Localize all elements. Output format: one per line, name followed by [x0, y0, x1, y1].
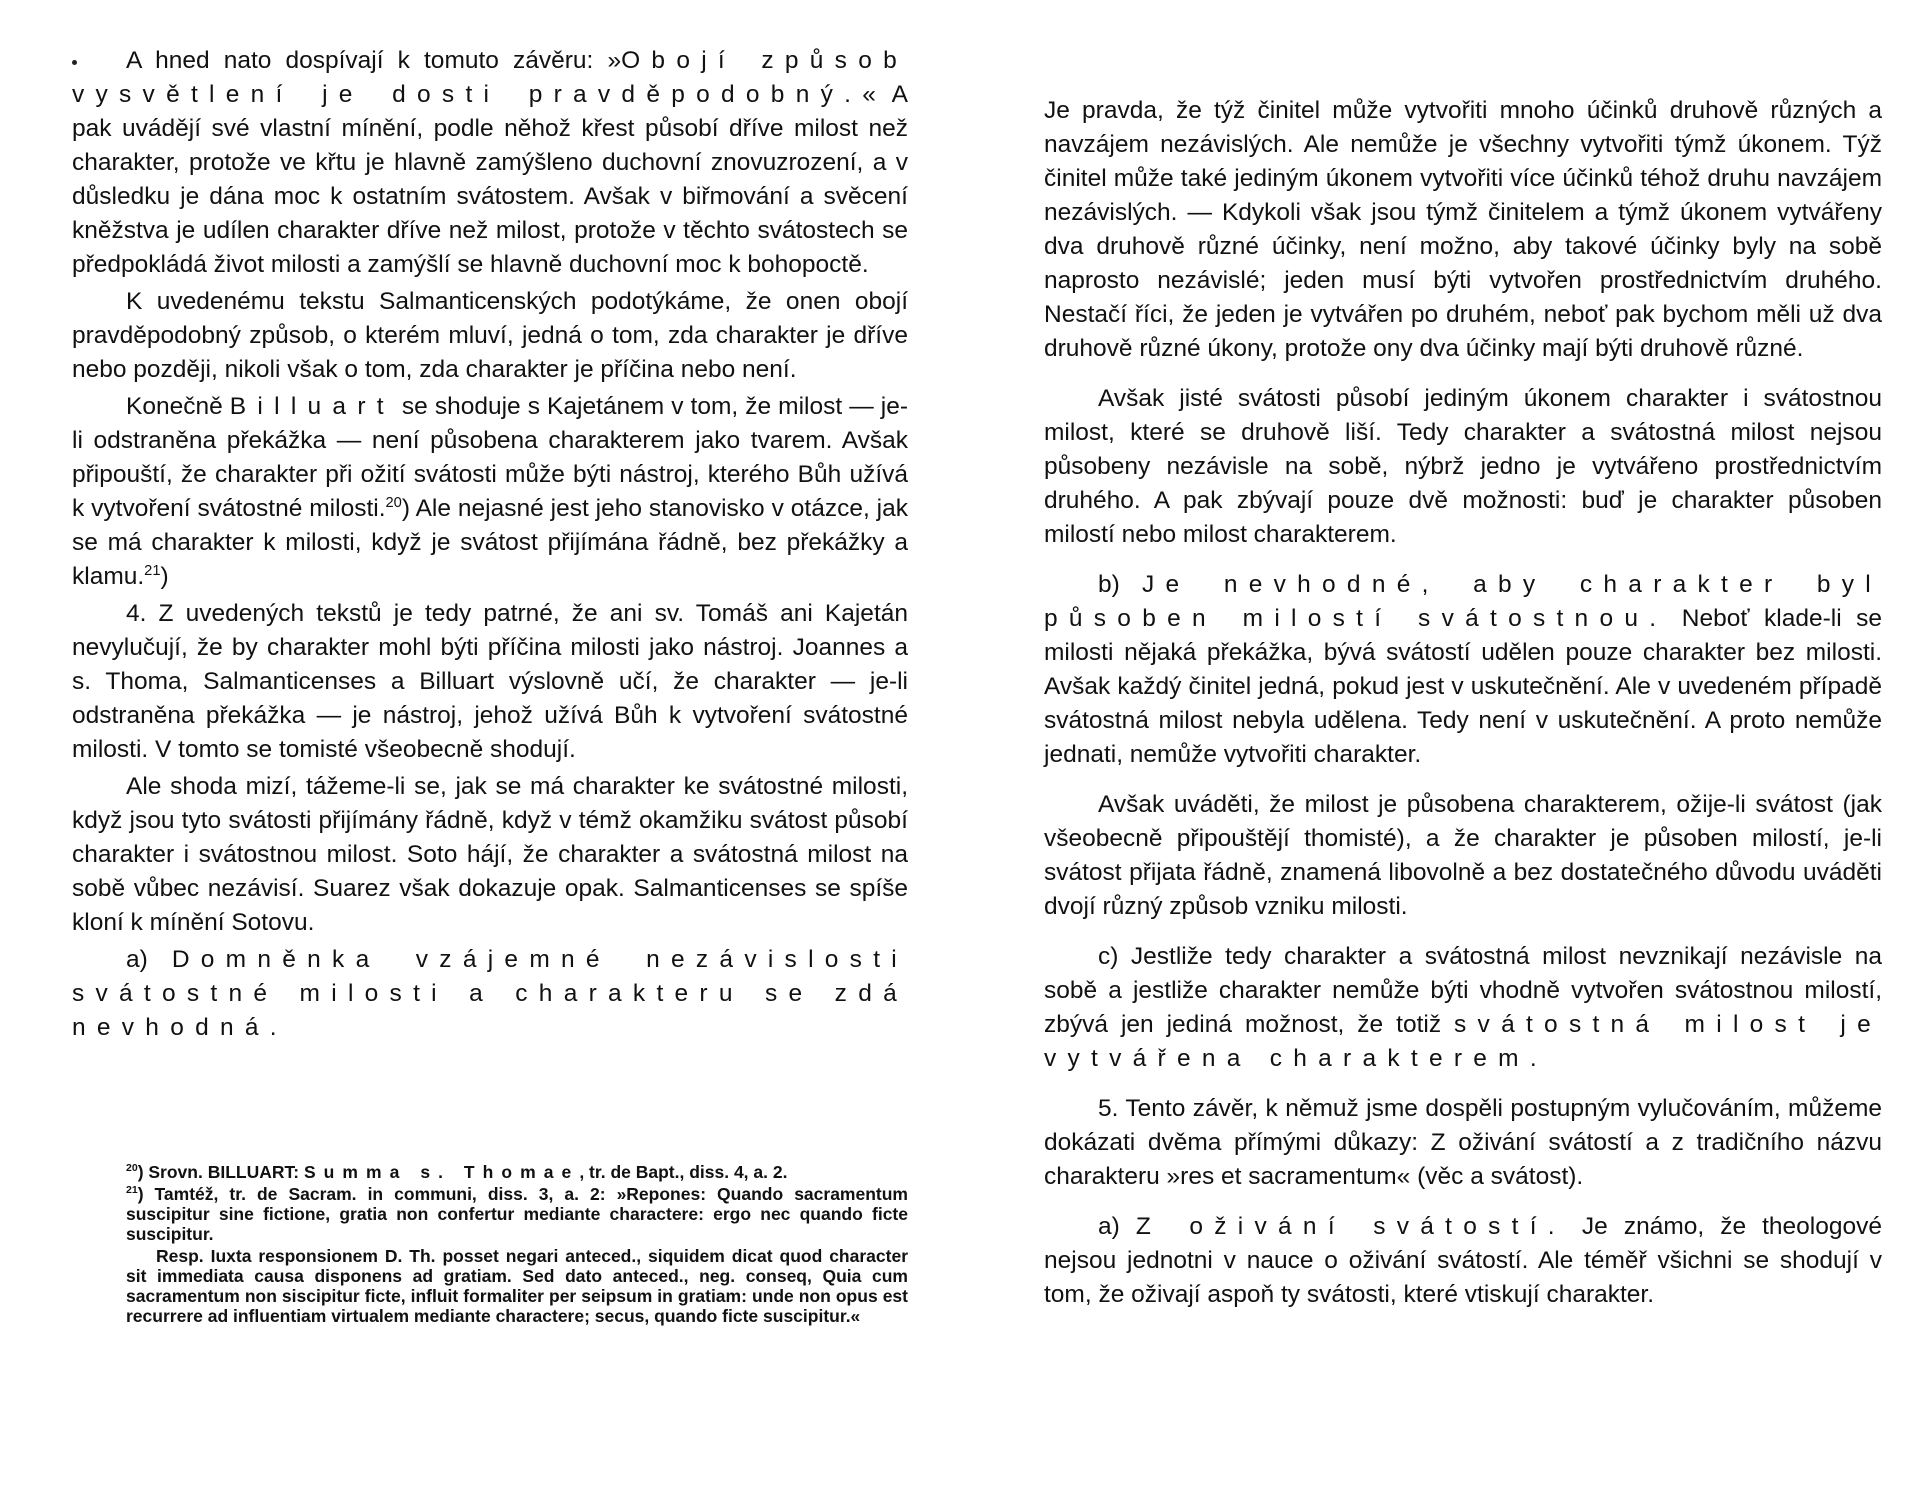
spaced-emphasis: Je nevhodné, aby charakter byl působen milostí svátostnou. — [1044, 571, 1883, 632]
paragraph — [72, 44, 908, 282]
text-run: se shoduje s Kajetánem v tom, že milost — je-li odstraněna překážka — není působena charakterem jako tvarem. Avšak připouští, že charakter při ožití svátosti může býti nástroj, kterého Bůh užívá k vytvoření svátostné milosti. — [72, 393, 908, 522]
text-run: Neboť klade-li se milosti nějaká překážka, bývá svátostí udělen pouze charakter bez milosti. Avšak každý činitel jedná, pokud jest v uskutečnění. Ale v uvedeném případě svátostná milost nebyla udělena. Tedy není v uskutečnění. A proto nemůže jednati, nemůže vytvořiti charakter. — [1044, 605, 1882, 768]
paragraph — [126, 1246, 908, 1326]
paragraph — [1044, 94, 1882, 366]
paragraph — [72, 285, 908, 387]
left-body-text — [72, 44, 908, 1048]
text-run: c) Jestliže tedy charakter a svátostná milost nevznikají nezávisle na sobě a jestliže charakter nemůže býti vhodně vytvořen svátostnou milostí, zbývá jen jediná možnost, že totiž — [1044, 943, 1882, 1038]
right-page — [966, 0, 1932, 1500]
text-run: ) — [160, 563, 169, 590]
text-run: Resp. Iuxta responsionem D. Th. posset negari anteced., siquidem dicat quod character sit immediata causa disponens ad gratiam. Sed dato anteced., neg. conseq, Quia cum sacramentum non siscipitur ficte, influit formaliter per seipsum in gratiam: unde non opus est recurrere ad influentiam virtualem mediante charactere; secus, quando ficte suscipitur.« — [126, 1246, 908, 1326]
paragraph — [126, 1184, 908, 1244]
text-run: K uvedenému tekstu Salmanticenských podotýkáme, že onen obojí pravděpodobný způsob, o kterém mluví, jedná o tom, zda charakter je dříve nebo později, nikoli však o tom, zda charakter je příčina nebo není. — [72, 288, 908, 383]
text-run: A hned nato dospívají k tomuto závěru: » — [126, 47, 622, 74]
text-run: a) — [1098, 1213, 1136, 1240]
paragraph — [1044, 1092, 1882, 1194]
spaced-emphasis: Domněnka vzájemné nezávislosti svátostné milosti a charakteru se zdá nevhodná. — [72, 946, 908, 1041]
text-run: Je pravda, že týž činitel může vytvořiti mnoho účinků druhově různých a navzájem nezávislých. Ale nemůže je všechny vytvořiti týmž úkonem. Týž činitel může také jediným úkonem vytvořiti více účinků téhož druhu navzájem nezávislých. — Kdykoli však jsou týmž činitelem a týmž úkonem vytvářeny dva druhově různé účinky, není možno, aby takové účinky byly na sobě naprosto nezávislé; jeden musí býti vytvořen prostřednictvím druhého. Nestačí říci, že jeden je vytvářen po druhém, neboť pak bychom měli už dva druhově různé úkony, protože ony dva účinky mají býti druhově různé. — [1044, 97, 1882, 362]
spaced-emphasis: svátostná milost je vytvářena charakterem. — [1044, 1011, 1882, 1072]
spaced-emphasis: Summa s. Thomae — [303, 1162, 580, 1182]
text-run: Avšak uváděti, že milost je působena charakterem, ožije-li svátost (jak všeobecně připouštějí thomisté), a že charakter je působen milostí, je-li svátost přijata řádně, znamená libovolně a bez dostatečného důvodu uváděti dvojí různý způsob vzniku milosti. — [1044, 791, 1882, 920]
text-run: Konečně — [126, 393, 230, 420]
paragraph — [126, 1162, 908, 1182]
paragraph — [1044, 1210, 1882, 1312]
paragraph — [72, 943, 908, 1045]
right-body-text — [1044, 94, 1882, 1315]
text-run: a) — [126, 946, 172, 973]
text-run: Ale shoda mizí, tážeme-li se, jak se má charakter ke svátostné milosti, když jsou tyto svátosti přijímány řádně, když v témž okamžiku svátost působí charakter i svátostnou milost. Soto hájí, že charakter a svátostná milost na sobě vůbec nezávisí. Suarez však dokazuje opak. Salmanticenses se spíše kloní k mínění Sotovu. — [72, 773, 908, 936]
spaced-emphasis: Obojí způsob vysvětlení je dosti pravděpodobný. — [72, 47, 908, 108]
paragraph — [1044, 788, 1882, 924]
text-run: « A pak uvádějí své vlastní mínění, podle něhož křest působí dříve milost než charakter, protože ve křtu je hlavně zamýšleno duchovní znovuzrození, a v důsledku je dána moc k ostatním svátostem. Avšak v biřmování a svěcení kněžstva je udílen charakter dříve než milost, protože v těchto svátostech se předpokládá život milosti a zamýšlí se hlavně duchovní moc k bohopoctě. — [72, 81, 908, 278]
footnote-ref: 20 — [385, 494, 402, 511]
text-run: ) Tamtéž, tr. de Sacram. in communi, diss. 3, a. 2: »Repones: Quando sacramentum suscipitur sine fictione, gratia non confertur mediante charactere: ergo nec quando ficte suscipitur. — [126, 1184, 908, 1244]
text-run: Je známo, že theologové nejsou jednotni v nauce o oživání svátostí. Ale téměř všichni se shodují v tom, že oživají aspoň ty svátosti, které vtiskují charakter. — [1044, 1213, 1882, 1308]
footnote-ref: 20 — [126, 1162, 138, 1175]
text-run: ) Ale nejasné jest jeho stanovisko v otázce, jak se má charakter k milosti, když je svátost přijímána řádně, bez překážky a klamu. — [72, 495, 908, 590]
text-run: Avšak jisté svátosti působí jediným úkonem charakter i svátostnou milost, které se druhově liší. Tedy charakter a svátostná milost nejsou působeny nezávisle na sobě, nýbrž jedno je vytvářeno prostřednictvím druhého. A pak zbývají pouze dvě možnosti: buď je charakter působen milostí nebo milost charakterem. — [1044, 385, 1882, 548]
spaced-emphasis: Billuart — [229, 393, 395, 420]
text-run: ) Srovn. BILLUART: — [137, 1162, 304, 1182]
text-run: 5. Tento závěr, k němuž jsme dospěli postupným vylučováním, můžeme dokázati dvěma přímými důkazy: Z oživání svátostí a z tradičního názvu charakteru »res et sacramentum« (věc a svátost). — [1044, 1095, 1882, 1190]
paragraph — [72, 770, 908, 940]
text-run: , tr. de Bapt., diss. 4, a. 2. — [579, 1162, 788, 1182]
footnote-ref: 21 — [144, 562, 161, 579]
footnotes — [126, 1162, 908, 1328]
footnote-ref: 21 — [126, 1184, 138, 1197]
paragraph — [72, 390, 908, 594]
paragraph — [1044, 568, 1882, 772]
spaced-emphasis: Z oživání svátostí. — [1135, 1213, 1566, 1240]
paragraph — [72, 597, 908, 767]
text-run: 4. Z uvedených tekstů je tedy patrné, že ani sv. Tomáš ani Kajetán nevylučují, že by charakter mohl býti příčina milosti jako nástroj. Joannes a s. Thoma, Salmanticenses a Billuart výslovně učí, že charakter — je-li odstraněna překážka — je nástroj, jehož užívá Bůh k vytvoření svátostné milosti. V tomto se tomisté všeobecně shodují. — [72, 600, 908, 763]
paragraph — [1044, 382, 1882, 552]
paragraph — [1044, 940, 1882, 1076]
text-run: b) — [1098, 571, 1142, 598]
